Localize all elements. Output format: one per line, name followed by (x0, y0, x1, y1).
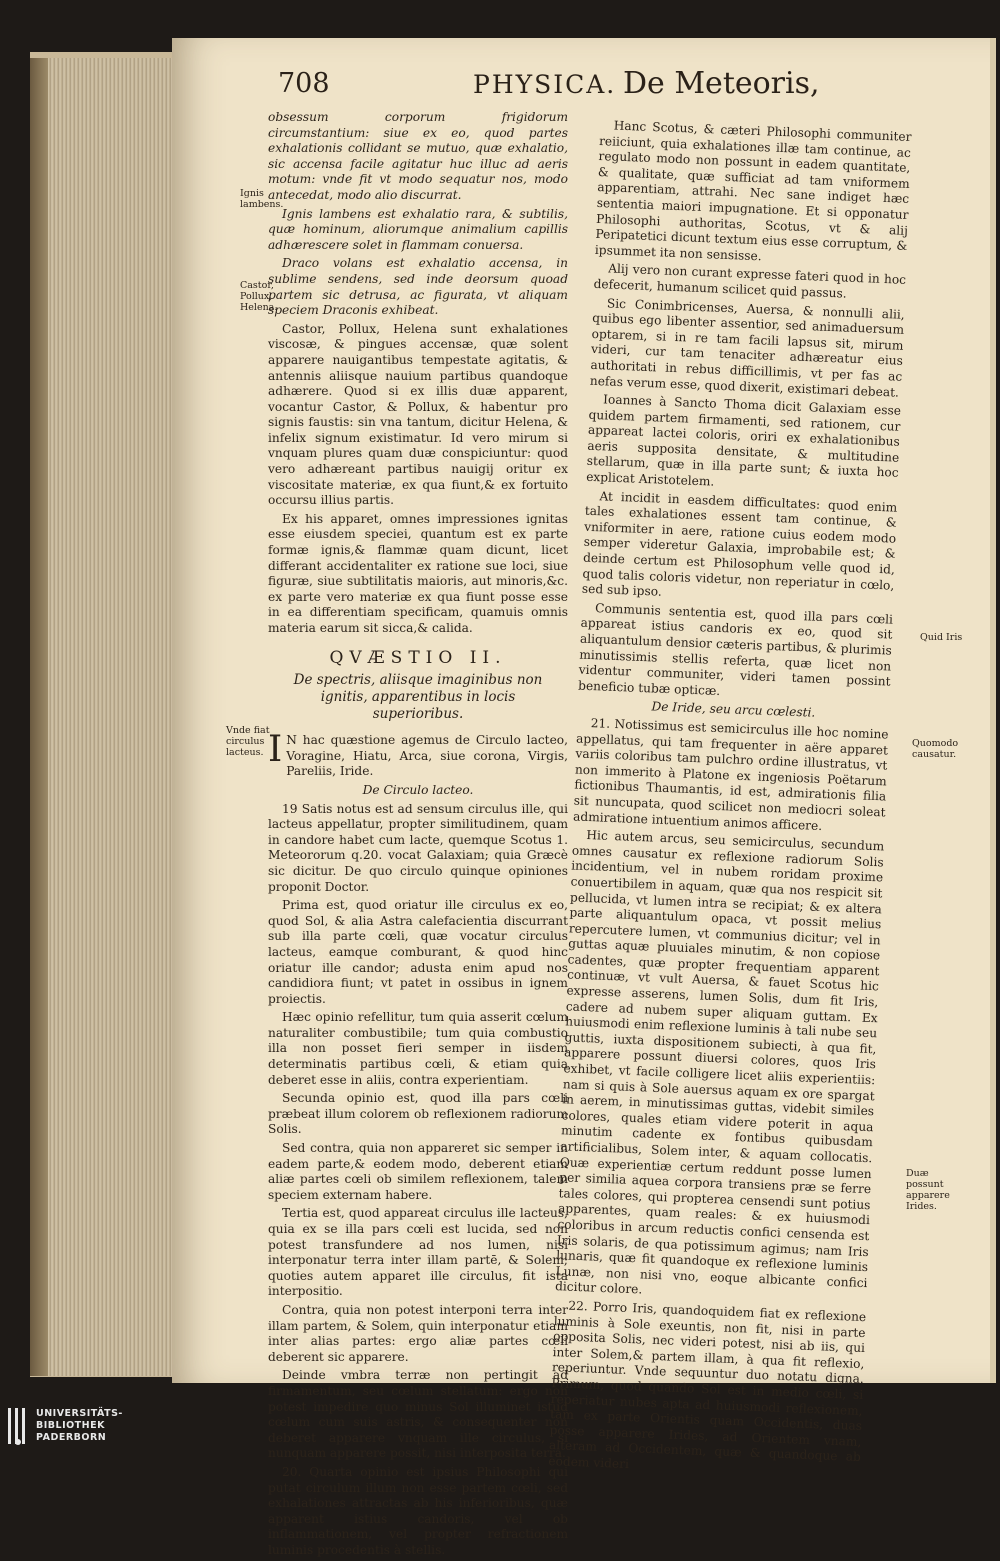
paragraph: Communis sententia est, quod illa pars cœli appareat istius candoris ex eo, quod sit aliquantulum densior cæteris partibus, & plurimis minutissimis stellis referta, quæ licet non videntur communiter, videri tamen possint beneficio tubæ opticæ. (577, 600, 894, 698)
paragraph: Ex his apparet, omnes impressiones ignitas esse eiusdem speciei, quantum est ex parte formæ ignis,& flammæ quam dicunt, licet differant accidentaliter ex ratione sue loci, siue figuræ, siue subtilitatis maioris, aut minoris,&c. ex parte vero materiæ ex qua fiunt posse esse in ea differentiam specificam, quamuis omnis materia earum sit sicca,& calida. (268, 511, 568, 635)
left-column (268, 110, 568, 1561)
section-heading: De Circulo lacteo. (362, 782, 474, 797)
margin-note-quid-iris: Quid Iris (920, 632, 963, 643)
paragraph: Prima est, quod oriatur ille circulus ex eo, quod Sol, & alia Astra calefacientia discurrant sub illa parte cœli, quæ vocatur circulus lacteus, eamque comburant, & quod hinc oriatur ille candor; adusta enim apud nos candidiora fiunt; vt patet in ossibus in ignem proiectis. (268, 898, 568, 1006)
paragraph: 20. Quarta opinio est ipsius Philosophi qui putat circulum illum non esse partem cœli, sed exhalationes attractas ab his inferioribus, quæ apparent istius candoris, vel ob inflammationem, vel propter refractionem luminis procedentis à stellis. (268, 1464, 568, 1557)
drop-cap: I (268, 729, 283, 771)
paragraph: Secunda opinio est, quod illa pars cœli præbeat illum colorem ob reflexionem radiorum Solis. (268, 1091, 568, 1137)
library-name (36, 1408, 123, 1444)
paragraph-intro (268, 729, 568, 780)
page-block-edge (30, 58, 175, 1376)
margin-note-castor: Castor, Pollux, Helena. (240, 280, 278, 313)
paragraph: Hæc opinio refellitur, tum quia asserit cœlum naturaliter combustibile; tum quia combustio illa non posset fieri semper in iisdem determinatis partibus cœli, & etiam quia deberet esse in aliis, contra experientiam. (268, 1010, 568, 1087)
paragraph: Alij vero non curant expresse fateri quod in hoc defecerit, humanum scilicet quid passus. (593, 261, 907, 301)
paragraph: 21. Notissimus est semicirculus ille hoc nomine appellatus, qui tam frequenter in aëre apparet variis coloribus tam pulchro ordine illustratus, vt non immerito à Platone ex ingeniosis Poëtarum fictionibus Thaumantis, id est, admirationis filia sit nuncupata, quod scilicet non mediocri soleat admiratione intuentium animos afficere. (572, 716, 889, 833)
running-header (278, 50, 838, 110)
paragraph: Deinde vmbra terræ non pertingit ad firmamentum, seu cœlum stellatum: ergo non potest impedire quo minus Sol illuminet istud cœlum cum suis astris, & consequenter non deberet apparere vnquam ille circulus, si nunquam apparere possit, nisi interposita terra. (268, 1368, 568, 1461)
section-heading: De Iride, seu arcu cœlesti. (651, 699, 816, 721)
paragraph: At incidit in easdem difficultates: quod enim tales exhalationes essent tam continue, & vniformiter in aere, ratione cuius eodem modo semper videretur Galaxia, improbabile est; & deinde certum est Philosophum velle quod id, quod talis coloris videtur, non reperiatur in cœlo, sed sub ipso. (581, 488, 898, 599)
running-title-section: De Meteoris, (623, 66, 820, 101)
running-title: PHYSICA. (473, 70, 617, 99)
logo-line: BIBLIOTHEK (36, 1420, 105, 1431)
logo-line: PADERBORN (36, 1432, 107, 1443)
paragraph: Hic autem arcus, seu semicirculus, secundum omnes causatur ex reflexione radiorum Solis incidentium, vel in nubem roridam proxime conuertibilem in aquam, quæ qua nos respicit sit pellucida, vt lumen intra se recipiat; & ex altera parte aliquantulum opaca, vt possit melius repercutere lumen, vt communius dicitur; vel in guttas aquæ pluuiales minutim, & non copiose cadentes, quæ propter frequentiam apparent continuæ, vt vult Auersa, & fauet Scotus hic expresse asserens, lumen Solis, dum fit Iris, cadere ad nubem super aliquam guttam. Ex huiusmodi enim reflexione luminis à tali nube seu guttis, iuxta dispositionem subiecti, à qua fit, apparere possunt diuersi colores, quos Iris exhibet, vt facile colligere licet aliis experientiis: nam si quis à Sole auersus aquam ex ore spargat in aerem, in minutissimas guttas, videbit similes colores, quales etiam videre poterit in aqua minutim cadente ex fontibus quibusdam artificialibus, Solem inter, & aquam collocatis. Quæ experientiæ certum reddunt posse lumen per similia aquea corpora transiens præ se ferre tales colores, qui propterea censendi sunt potius apparentes, quam reales: & ex huiusmodi coloribus in arcum reductis confici censenda est Iris solaris, de qua potissimum agimus; nam Iris lunaris, quæ fit quandoque ex reflexione luminis Lunæ, non nisi vno, eoque albicante confici dicitur colore. (554, 828, 885, 1297)
paragraph: 22. Porro Iris, quandoquidem fiat ex reflexione luminis à Sole exeuntis, non fit, nisi in parte opposita Solis, nec videri potest, nisi ab iis, qui inter Solem,& partem illam, à qua fit reflexio, reperiuntur. Vnde sequuntur duo notatu digna. Primum, quod quando Sol est in medio cœli, si reperiatur nubes apta ad huiusmodi reflexionem, tam ex parte Orientis quam Occidentis, duas posse apparere Irides, ad Orientem vnam, alteram ad Occidentem, quæ & quandoque ab eodem videri (548, 1298, 867, 1471)
paragraph: Hanc Scotus, & cæteri Philosophi communiter reiiciunt, quia exhalationes illæ tam continue, ac regulato modo non possunt in eadem quantitate, & qualitate, quæ sufficiat ad tam vniformem apparentiam, attrahi. Nec sane indiget hæc sententia maiori impugnatione. Et si opponatur Philosophi authoritas, Scotus, vt & alij Peripatetici dicunt textum eius esse corruptum, & ipsummet ita non sensisse. (594, 118, 912, 264)
page-number: 708 (278, 68, 330, 99)
right-column (548, 118, 912, 1484)
margin-note-vnde: Vnde fiat circulus lacteus. (226, 725, 270, 758)
logo-line: UNIVERSITÄTS- (36, 1408, 123, 1419)
question-title: QVÆSTIO II. (329, 647, 507, 668)
intro-text: N hac quæstione agemus de Circulo lacteo, Voragine, Hiatu, Arca, siue corona, Virgis, Pareliis, Iride. (286, 733, 568, 779)
margin-note-duae: Duæ possunt apparere Irides. (906, 1168, 950, 1212)
paragraph: Ioannes à Sancto Thoma dicit Galaxiam esse quidem partem firmamenti, sed rationem, cur appareat lactei coloris, oriri ex exhalationibus aeris supposita densitate, & multitudine stellarum, quæ in illa parte sunt; & iuxta hoc explicat Aristotelem. (585, 392, 902, 489)
paragraph: Draco volans est exhalatio accensa, in sublime sendens, sed inde deorsum quoad partem sic detrusa, ac figurata, vt aliquam speciem Draconis exhibeat. (268, 256, 568, 318)
book-spine (30, 58, 48, 1376)
paragraph: Ignis lambens est exhalatio rara, & subtilis, quæ hominum, aliorumque animalium capillis adhærescere solet in flammam conuersa. (268, 206, 568, 252)
paragraph: Tertia est, quod appareat circulus ille lacteus, quia ex se illa pars cœli est lucida, sed non potest transfundere ad nos lumen, nisi interponatur terra inter illam partē, & Solem; quoties autem apparet ille circulus, fit ista interpositio. (268, 1206, 568, 1299)
margin-note-quomodo: Quomodo causatur. (912, 738, 959, 760)
margin-note-ignis: Ignis lambens. (240, 188, 284, 210)
library-emblem-icon (6, 1406, 30, 1446)
question-subtitle: De spectris, aliisque imaginibus non ignitis, apparentibus in locis superioribus. (293, 672, 543, 723)
paragraph: obsessum corporum frigidorum circumstantium: siue ex eo, quod partes exhalationis collidant se mutuo, quæ exhalatio, sic accensa facile agitatur huc illuc ad aeris motum: vnde fit vt modo sequatur nos, modo antecedat, modo alio discurrat. (268, 110, 568, 202)
paragraph: Sed contra, quia non appareret sic semper in eadem parte,& eodem modo, deberent etiam aliæ partes cœli ob similem reflexionem, talem speciem externam habere. (268, 1141, 568, 1202)
library-logo (6, 1404, 146, 1450)
paragraph: Castor, Pollux, Helena sunt exhalationes viscosæ, & pingues accensæ, quæ solent apparere nauigantibus tempestate agitatis, & antennis aliisque nauium partibus quandoque adhærere. Quod si ex illis duæ apparent, vocantur Castor, & Pollux, & habentur pro signis faustis: sin vna tantum, dicitur Helena, & infelix signum existimatur. Id vero mirum si vnquam plures quam duæ conspiciuntur: quod vero adhæreant partibus nauigij oritur ex viscositate materiæ, ex qua fiunt,& ex fortuito occursu illius partis. (268, 321, 568, 508)
paragraph: Sic Conimbricenses, Auersa, & nonnulli alii, quibus ego libenter assentior, sed animaduersum optarem, si in re tam facili lapsus sit, mirum videri, cur tam tenaciter adhæreatur eius authoritati in rebus difficillimis, vt per fas ac nefas verum esse, quod dixerit, existimari debeat. (589, 295, 905, 400)
paragraph: 19 Satis notus est ad sensum circulus ille, qui lacteus appellatur, propter similitudinem, quam in candore habet cum lacte, quemque Scotus 1. Meteororum q.20. vocat Galaxiam; quia Græcè sic dicitur. De quo circulo quinque opiniones proponit Doctor. (268, 801, 568, 894)
paragraph: Contra, quia non potest interponi terra inter illam partem, & Solem, quin interponatur etiam inter alias partes: ergo aliæ partes cœli deberent sic apparere. (268, 1302, 568, 1364)
